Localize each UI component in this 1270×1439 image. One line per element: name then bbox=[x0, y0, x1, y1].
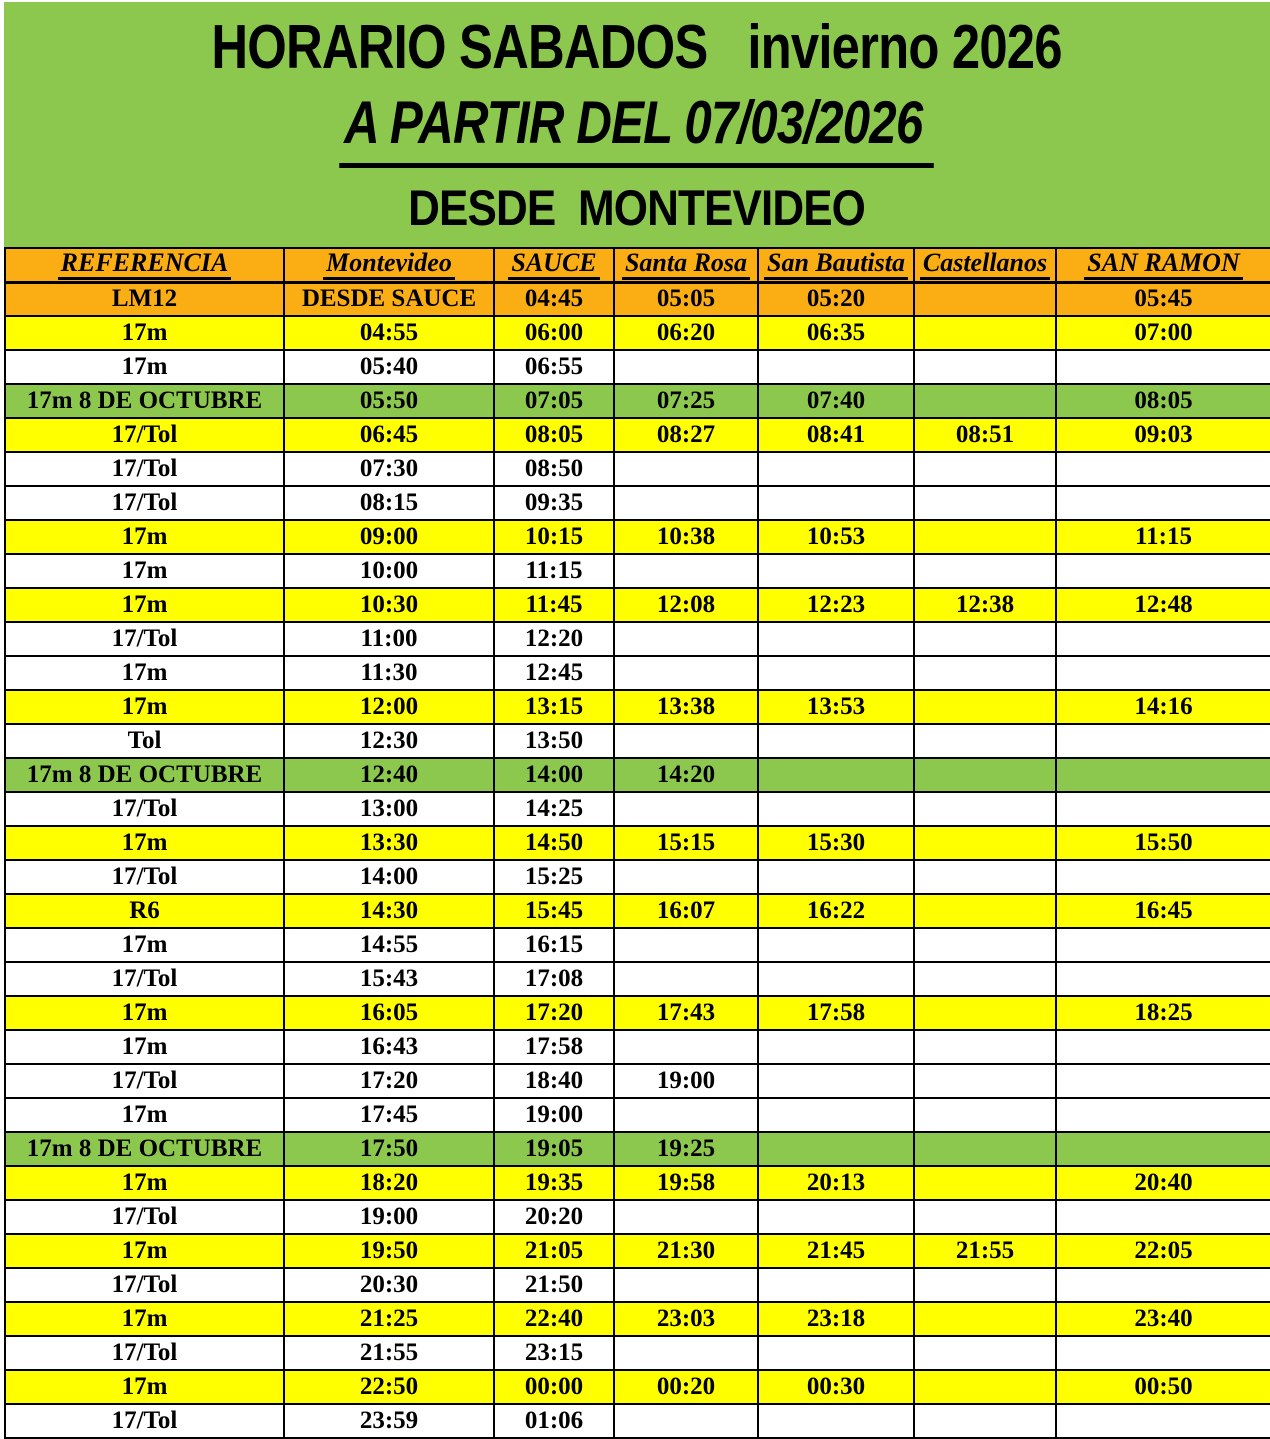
time-cell: 19:25 bbox=[614, 1132, 758, 1166]
time-cell: 19:00 bbox=[284, 1200, 494, 1234]
schedule-table bbox=[4, 247, 1270, 1439]
reference-cell: 17/Tol bbox=[5, 1200, 284, 1234]
time-cell: 07:40 bbox=[758, 384, 914, 418]
time-cell bbox=[1056, 724, 1270, 758]
time-cell: 14:55 bbox=[284, 928, 494, 962]
time-cell bbox=[1056, 1064, 1270, 1098]
time-cell bbox=[1056, 622, 1270, 656]
time-cell bbox=[914, 996, 1056, 1030]
time-cell bbox=[614, 350, 758, 384]
time-cell bbox=[1056, 554, 1270, 588]
time-cell bbox=[758, 1404, 914, 1438]
time-cell bbox=[1056, 656, 1270, 690]
time-cell bbox=[758, 350, 914, 384]
reference-cell: 17m bbox=[5, 520, 284, 554]
time-cell: 11:00 bbox=[284, 622, 494, 656]
time-cell bbox=[1056, 350, 1270, 384]
time-cell: 05:50 bbox=[284, 384, 494, 418]
time-cell bbox=[914, 962, 1056, 996]
time-cell: 15:45 bbox=[494, 894, 614, 928]
reference-cell: 17/Tol bbox=[5, 418, 284, 452]
table-body bbox=[5, 282, 1270, 1438]
time-cell bbox=[1056, 1336, 1270, 1370]
time-cell: 17:43 bbox=[614, 996, 758, 1030]
time-cell bbox=[614, 962, 758, 996]
time-cell: 17:58 bbox=[494, 1030, 614, 1064]
reference-cell: 17/Tol bbox=[5, 860, 284, 894]
table-row bbox=[5, 1234, 1270, 1268]
table-row bbox=[5, 928, 1270, 962]
time-cell bbox=[1056, 1132, 1270, 1166]
time-cell bbox=[914, 1098, 1056, 1132]
time-cell bbox=[758, 792, 914, 826]
time-cell: 11:30 bbox=[284, 656, 494, 690]
column-header-san-bautista: San Bautista bbox=[758, 248, 914, 282]
time-cell: 13:15 bbox=[494, 690, 614, 724]
time-cell bbox=[914, 1030, 1056, 1064]
time-cell bbox=[914, 894, 1056, 928]
table-row bbox=[5, 588, 1270, 622]
time-cell: 12:20 bbox=[494, 622, 614, 656]
time-cell: 21:05 bbox=[494, 1234, 614, 1268]
time-cell bbox=[914, 792, 1056, 826]
time-cell: 08:27 bbox=[614, 418, 758, 452]
time-cell bbox=[1056, 1404, 1270, 1438]
time-cell bbox=[614, 1200, 758, 1234]
time-cell: 14:30 bbox=[284, 894, 494, 928]
time-cell: 21:50 bbox=[494, 1268, 614, 1302]
table-row bbox=[5, 384, 1270, 418]
time-cell bbox=[914, 554, 1056, 588]
time-cell: 14:00 bbox=[494, 758, 614, 792]
time-cell bbox=[914, 928, 1056, 962]
table-row bbox=[5, 554, 1270, 588]
time-cell bbox=[1056, 792, 1270, 826]
table-row bbox=[5, 826, 1270, 860]
reference-cell: 17m bbox=[5, 350, 284, 384]
time-cell: 09:00 bbox=[284, 520, 494, 554]
header-banner bbox=[4, 2, 1270, 247]
table-row bbox=[5, 1132, 1270, 1166]
time-cell: 00:20 bbox=[614, 1370, 758, 1404]
time-cell: 13:53 bbox=[758, 690, 914, 724]
time-cell: 05:20 bbox=[758, 282, 914, 316]
time-cell bbox=[614, 1268, 758, 1302]
time-cell bbox=[914, 350, 1056, 384]
time-cell: 23:40 bbox=[1056, 1302, 1270, 1336]
time-cell bbox=[614, 1336, 758, 1370]
table-row bbox=[5, 962, 1270, 996]
header-row bbox=[5, 248, 1270, 282]
time-cell: 17:58 bbox=[758, 996, 914, 1030]
time-cell: 01:06 bbox=[494, 1404, 614, 1438]
time-cell bbox=[614, 724, 758, 758]
reference-cell: 17/Tol bbox=[5, 486, 284, 520]
time-cell bbox=[914, 1064, 1056, 1098]
table-row bbox=[5, 350, 1270, 384]
time-cell bbox=[914, 1132, 1056, 1166]
time-cell: 10:00 bbox=[284, 554, 494, 588]
table-row bbox=[5, 996, 1270, 1030]
time-cell bbox=[914, 826, 1056, 860]
time-cell bbox=[614, 554, 758, 588]
reference-cell: 17m bbox=[5, 928, 284, 962]
time-cell: 04:45 bbox=[494, 282, 614, 316]
column-header-san-ramon: SAN RAMON bbox=[1056, 248, 1270, 282]
table-row bbox=[5, 1268, 1270, 1302]
time-cell: 09:35 bbox=[494, 486, 614, 520]
time-cell bbox=[914, 1370, 1056, 1404]
time-cell: 12:45 bbox=[494, 656, 614, 690]
time-cell: 12:08 bbox=[614, 588, 758, 622]
reference-cell: 17/Tol bbox=[5, 622, 284, 656]
time-cell: 23:03 bbox=[614, 1302, 758, 1336]
time-cell: 08:05 bbox=[494, 418, 614, 452]
table-row bbox=[5, 1302, 1270, 1336]
time-cell: 09:03 bbox=[1056, 418, 1270, 452]
time-cell: 20:20 bbox=[494, 1200, 614, 1234]
time-cell: 16:07 bbox=[614, 894, 758, 928]
time-cell bbox=[758, 1098, 914, 1132]
time-cell bbox=[914, 690, 1056, 724]
time-cell: 16:15 bbox=[494, 928, 614, 962]
time-cell: 08:50 bbox=[494, 452, 614, 486]
reference-cell: 17m bbox=[5, 1030, 284, 1064]
reference-cell: 17m bbox=[5, 1302, 284, 1336]
table-row bbox=[5, 894, 1270, 928]
table-row bbox=[5, 1030, 1270, 1064]
time-cell bbox=[914, 758, 1056, 792]
time-cell: 12:00 bbox=[284, 690, 494, 724]
time-cell: 14:50 bbox=[494, 826, 614, 860]
reference-cell: 17/Tol bbox=[5, 1268, 284, 1302]
time-cell: 23:18 bbox=[758, 1302, 914, 1336]
time-cell: 06:55 bbox=[494, 350, 614, 384]
time-cell: 18:20 bbox=[284, 1166, 494, 1200]
time-cell bbox=[758, 1200, 914, 1234]
time-cell: 19:00 bbox=[614, 1064, 758, 1098]
time-cell: 16:22 bbox=[758, 894, 914, 928]
reference-cell: Tol bbox=[5, 724, 284, 758]
reference-cell: 17m bbox=[5, 1234, 284, 1268]
reference-cell: 17/Tol bbox=[5, 1404, 284, 1438]
reference-cell: 17m bbox=[5, 588, 284, 622]
time-cell: 13:50 bbox=[494, 724, 614, 758]
reference-cell: 17m 8 DE OCTUBRE bbox=[5, 1132, 284, 1166]
time-cell: 06:45 bbox=[284, 418, 494, 452]
table-row bbox=[5, 1200, 1270, 1234]
time-cell: 12:23 bbox=[758, 588, 914, 622]
time-cell bbox=[914, 656, 1056, 690]
time-cell: 00:00 bbox=[494, 1370, 614, 1404]
time-cell: 21:45 bbox=[758, 1234, 914, 1268]
time-cell: 12:48 bbox=[1056, 588, 1270, 622]
direction-title: DESDE MONTEVIDEO bbox=[408, 179, 866, 236]
time-cell: 10:15 bbox=[494, 520, 614, 554]
time-cell: 15:15 bbox=[614, 826, 758, 860]
time-cell: 06:35 bbox=[758, 316, 914, 350]
time-cell bbox=[914, 486, 1056, 520]
reference-cell: 17/Tol bbox=[5, 962, 284, 996]
time-cell: 23:15 bbox=[494, 1336, 614, 1370]
time-cell: 13:00 bbox=[284, 792, 494, 826]
time-cell bbox=[914, 282, 1056, 316]
time-cell: 00:30 bbox=[758, 1370, 914, 1404]
table-row bbox=[5, 1404, 1270, 1438]
time-cell: 08:05 bbox=[1056, 384, 1270, 418]
table-row bbox=[5, 1336, 1270, 1370]
time-cell bbox=[758, 962, 914, 996]
time-cell bbox=[758, 554, 914, 588]
reference-cell: LM12 bbox=[5, 282, 284, 316]
time-cell bbox=[758, 1030, 914, 1064]
time-cell bbox=[614, 1404, 758, 1438]
time-cell: 05:40 bbox=[284, 350, 494, 384]
time-cell: 17:20 bbox=[494, 996, 614, 1030]
time-cell bbox=[614, 1098, 758, 1132]
time-cell: 13:30 bbox=[284, 826, 494, 860]
reference-cell: 17m bbox=[5, 656, 284, 690]
time-cell: 19:35 bbox=[494, 1166, 614, 1200]
time-cell: 07:05 bbox=[494, 384, 614, 418]
time-cell: 10:53 bbox=[758, 520, 914, 554]
table-row bbox=[5, 282, 1270, 316]
time-cell: 04:55 bbox=[284, 316, 494, 350]
reference-cell: 17m 8 DE OCTUBRE bbox=[5, 384, 284, 418]
time-cell: 05:45 bbox=[1056, 282, 1270, 316]
time-cell: 16:05 bbox=[284, 996, 494, 1030]
time-cell: 21:55 bbox=[914, 1234, 1056, 1268]
reference-cell: 17m bbox=[5, 1370, 284, 1404]
table-row bbox=[5, 486, 1270, 520]
time-cell: 06:20 bbox=[614, 316, 758, 350]
time-cell bbox=[914, 452, 1056, 486]
time-cell bbox=[758, 1268, 914, 1302]
table-row bbox=[5, 418, 1270, 452]
table-row bbox=[5, 724, 1270, 758]
table-row bbox=[5, 1098, 1270, 1132]
time-cell bbox=[914, 622, 1056, 656]
reference-cell: 17m bbox=[5, 1098, 284, 1132]
time-cell: 20:30 bbox=[284, 1268, 494, 1302]
time-cell: 12:38 bbox=[914, 588, 1056, 622]
time-cell: 08:15 bbox=[284, 486, 494, 520]
time-cell: 07:25 bbox=[614, 384, 758, 418]
time-cell: 15:50 bbox=[1056, 826, 1270, 860]
time-cell: 22:40 bbox=[494, 1302, 614, 1336]
time-cell: 08:51 bbox=[914, 418, 1056, 452]
time-cell bbox=[914, 1166, 1056, 1200]
time-cell bbox=[614, 622, 758, 656]
reference-cell: 17m bbox=[5, 1166, 284, 1200]
time-cell bbox=[1056, 486, 1270, 520]
table-row bbox=[5, 656, 1270, 690]
column-header-castellanos: Castellanos bbox=[914, 248, 1056, 282]
time-cell bbox=[614, 486, 758, 520]
time-cell bbox=[614, 928, 758, 962]
time-cell: 12:30 bbox=[284, 724, 494, 758]
table-header bbox=[5, 248, 1270, 282]
time-cell: 11:15 bbox=[494, 554, 614, 588]
time-cell bbox=[614, 452, 758, 486]
time-cell: 19:58 bbox=[614, 1166, 758, 1200]
reference-cell: 17m 8 DE OCTUBRE bbox=[5, 758, 284, 792]
table-row bbox=[5, 860, 1270, 894]
time-cell bbox=[758, 724, 914, 758]
reference-cell: R6 bbox=[5, 894, 284, 928]
time-cell bbox=[914, 316, 1056, 350]
table-row bbox=[5, 1370, 1270, 1404]
time-cell bbox=[758, 1064, 914, 1098]
time-cell: 22:50 bbox=[284, 1370, 494, 1404]
reference-cell: 17m bbox=[5, 554, 284, 588]
time-cell bbox=[914, 384, 1056, 418]
time-cell: 16:45 bbox=[1056, 894, 1270, 928]
time-cell: DESDE SAUCE bbox=[284, 282, 494, 316]
time-cell bbox=[758, 1336, 914, 1370]
time-cell bbox=[1056, 962, 1270, 996]
table-row bbox=[5, 622, 1270, 656]
time-cell bbox=[914, 1200, 1056, 1234]
column-header-montevideo: Montevideo bbox=[284, 248, 494, 282]
time-cell: 10:30 bbox=[284, 588, 494, 622]
time-cell: 21:55 bbox=[284, 1336, 494, 1370]
time-cell bbox=[1056, 1030, 1270, 1064]
time-cell: 05:05 bbox=[614, 282, 758, 316]
reference-cell: 17/Tol bbox=[5, 452, 284, 486]
time-cell: 17:45 bbox=[284, 1098, 494, 1132]
time-cell bbox=[1056, 1200, 1270, 1234]
time-cell: 16:43 bbox=[284, 1030, 494, 1064]
table-row bbox=[5, 452, 1270, 486]
time-cell: 07:00 bbox=[1056, 316, 1270, 350]
time-cell bbox=[758, 452, 914, 486]
time-cell bbox=[914, 1268, 1056, 1302]
time-cell: 14:25 bbox=[494, 792, 614, 826]
time-cell: 20:13 bbox=[758, 1166, 914, 1200]
time-cell: 00:50 bbox=[1056, 1370, 1270, 1404]
time-cell bbox=[758, 622, 914, 656]
time-cell: 15:25 bbox=[494, 860, 614, 894]
time-cell: 15:43 bbox=[284, 962, 494, 996]
reference-cell: 17/Tol bbox=[5, 1064, 284, 1098]
time-cell bbox=[914, 724, 1056, 758]
reference-cell: 17m bbox=[5, 996, 284, 1030]
time-cell bbox=[758, 928, 914, 962]
time-cell bbox=[1056, 1098, 1270, 1132]
time-cell bbox=[1056, 928, 1270, 962]
time-cell bbox=[758, 860, 914, 894]
time-cell bbox=[614, 656, 758, 690]
time-cell bbox=[1056, 1268, 1270, 1302]
column-header-santa-rosa: Santa Rosa bbox=[614, 248, 758, 282]
time-cell bbox=[914, 1336, 1056, 1370]
time-cell: 14:00 bbox=[284, 860, 494, 894]
time-cell: 20:40 bbox=[1056, 1166, 1270, 1200]
time-cell bbox=[758, 758, 914, 792]
time-cell bbox=[614, 1030, 758, 1064]
time-cell: 23:59 bbox=[284, 1404, 494, 1438]
time-cell: 21:30 bbox=[614, 1234, 758, 1268]
time-cell: 21:25 bbox=[284, 1302, 494, 1336]
page-title: HORARIO SABADOS invierno 2026 bbox=[211, 12, 1063, 82]
time-cell bbox=[614, 792, 758, 826]
time-cell: 14:16 bbox=[1056, 690, 1270, 724]
time-cell: 17:08 bbox=[494, 962, 614, 996]
time-cell: 15:30 bbox=[758, 826, 914, 860]
table-row bbox=[5, 690, 1270, 724]
reference-cell: 17m bbox=[5, 690, 284, 724]
time-cell bbox=[614, 860, 758, 894]
time-cell: 17:20 bbox=[284, 1064, 494, 1098]
time-cell: 08:41 bbox=[758, 418, 914, 452]
time-cell bbox=[914, 1404, 1056, 1438]
column-header-sauce: SAUCE bbox=[494, 248, 614, 282]
time-cell: 12:40 bbox=[284, 758, 494, 792]
time-cell: 18:40 bbox=[494, 1064, 614, 1098]
effective-date-subtitle: A PARTIR DEL 07/03/2026 bbox=[340, 93, 935, 168]
reference-cell: 17/Tol bbox=[5, 792, 284, 826]
column-header-referencia: REFERENCIA bbox=[5, 248, 284, 282]
table-row bbox=[5, 316, 1270, 350]
time-cell: 18:25 bbox=[1056, 996, 1270, 1030]
time-cell bbox=[1056, 452, 1270, 486]
time-cell: 19:50 bbox=[284, 1234, 494, 1268]
time-cell bbox=[914, 520, 1056, 554]
table-row bbox=[5, 520, 1270, 554]
time-cell: 07:30 bbox=[284, 452, 494, 486]
time-cell bbox=[1056, 860, 1270, 894]
reference-cell: 17m bbox=[5, 316, 284, 350]
table-row bbox=[5, 758, 1270, 792]
time-cell bbox=[758, 656, 914, 690]
time-cell: 10:38 bbox=[614, 520, 758, 554]
time-cell bbox=[914, 1302, 1056, 1336]
reference-cell: 17m bbox=[5, 826, 284, 860]
time-cell bbox=[758, 486, 914, 520]
table-row bbox=[5, 1064, 1270, 1098]
time-cell: 22:05 bbox=[1056, 1234, 1270, 1268]
table-row bbox=[5, 1166, 1270, 1200]
time-cell: 14:20 bbox=[614, 758, 758, 792]
time-cell bbox=[758, 1132, 914, 1166]
time-cell: 13:38 bbox=[614, 690, 758, 724]
table-row bbox=[5, 792, 1270, 826]
time-cell: 11:45 bbox=[494, 588, 614, 622]
time-cell: 19:05 bbox=[494, 1132, 614, 1166]
time-cell: 11:15 bbox=[1056, 520, 1270, 554]
time-cell bbox=[1056, 758, 1270, 792]
time-cell bbox=[914, 860, 1056, 894]
time-cell: 06:00 bbox=[494, 316, 614, 350]
time-cell: 19:00 bbox=[494, 1098, 614, 1132]
time-cell: 17:50 bbox=[284, 1132, 494, 1166]
reference-cell: 17/Tol bbox=[5, 1336, 284, 1370]
